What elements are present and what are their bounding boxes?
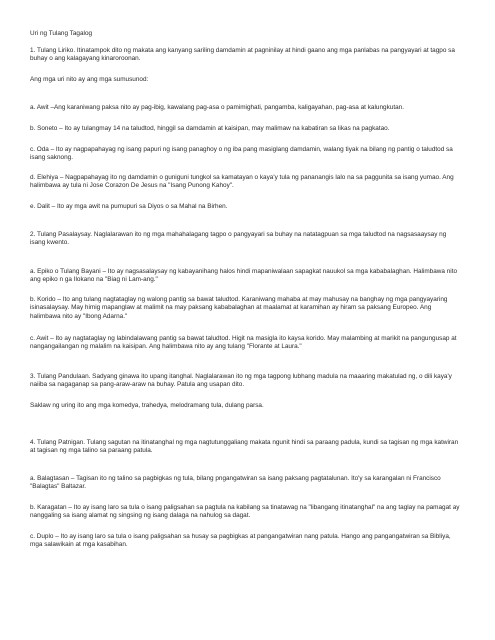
paragraph-tulang-pasalaysay: 2. Tulang Pasalaysay. Naglalarawan ito ng mga mahahalagang tagpo o pangyayari sa buhay na natatagpuan sa mga taludtod na nagsasaaysay ng isang kwento. [30,231,447,247]
paragraph-saklaw: Saklaw ng uring ito ang mga komedya, trahedya, melodramang tula, dulang parsa. [30,402,264,409]
paragraph-balagtasan: a. Balagtasan – Tagisan ito ng talino sa pagbigkas ng tula, bilang pngangatwiran sa isang paksang pagtatalunan. Ito'y sa karangalan ni Francisco "Balagtas" Baltazar. [30,475,441,491]
paragraph-dalit: e. Dalit – Ito ay mga awit na pumupuri sa Diyos o sa Mahal na Birhen. [30,203,228,210]
paragraph-oda: c. Oda – Ito ay nagpapahayag ng isang papuri ng isang panaghoy o ng iba pang masiglang damdamin, walang tiyak na bilang ng pantig o taludtod sa isang saknong. [30,146,453,162]
document-title: Uri ng Tulang Tagalog [30,30,93,37]
paragraph-tulang-patnigan: 4. Tulang Patnigan. Tulang sagutan na itinatanghal ng mga nagtutunggaliang makata ngunit hindi sa paraang padula, kundi sa tagisan ng mga katwiran at tagisan ng mga talino sa paraang patula. [30,439,459,455]
paragraph-tulang-liriko: 1. Tulang Liriko. Itinatampok dito ng makata ang kanyang sariling damdamin at pagninilay at hindi gaano ang mga panlabas na pangyayari at tagpo sa buhay o ang kalagayang kinaroroonan. [30,47,455,63]
paragraph-duplo: c. Duplo – Ito ay isang laro sa tula o isang paligsahan sa husay sa pagbigkas at pangangatwiran nang patula. Hango ang pangangatwiran sa Bibliya, mga salawikain at mga kasabihan. [30,533,451,549]
paragraph-epiko: a. Epiko o Tulang Bayani – Ito ay nagsasalaysay ng kabayanihang halos hindi mapaniwalaan sapagkat nauukol sa mga kababalaghan. Halimbawa nito ang epiko n ga Ilokano na "Biag ni Lam-ang." [30,268,458,284]
paragraph-mga-uri: Ang mga uri nito ay ang mga sumusunod: [30,76,149,83]
paragraph-awit-pasalaysay: c. Awit – Ito ay nagtataglay ng labindalawang pantig sa bawat taludtod. Higit na masigla ito kaysa korido. May malambing at marikit na pangungusap at nangangailangan ng malalim na kaisipan. Ang halimbawa nito ay ang tulang "Florante at Laura." [30,335,457,351]
paragraph-tulang-pandulaan: 3. Tulang Pandulaan. Sadyang ginawa ito upang itanghal. Naglalarawan ito ng mga tagpong lubhang madula na maaaring makatulad ng, o dili kaya'y naiiba sa nagaganap sa pang-araw-araw na buhay. Patula ang usapan dito. [30,373,452,389]
paragraph-elehiya: d. Elehiya – Nagpapahayag ito ng damdamin o guniguni tungkol sa kamatayan o kaya'y tula ng pananangis lalo na sa paggunita sa isang yumao. Ang halimbawa ay tula ni Jose Corazon De Jesus na "Isang Punong Kahoy". [30,174,454,190]
paragraph-soneto: b. Soneto – Ito ay tulangmay 14 na taludtod, hinggil sa damdamin at kaisipan, may malimaw na kabatiran sa likas na pagkatao. [30,125,390,132]
paragraph-awit: a. Awit –Ang karaniwang paksa nito ay pag-ibig, kawalang pag-asa o pamimighati, pangamba, kaligayahan, pag-asa at kalungkutan. [30,104,404,111]
paragraph-karagatan: b. Karagatan – Ito ay isang laro sa tula o isang paligsahan sa pagtula na kabilang sa tinatawag na "libangang itinatanghal" na ang taglay na pamagat ay nanggaling sa isang alamat ng singsing ng isang dalaga na nahulog sa dagat. [30,504,460,520]
paragraph-korido: b. Korido – Ito ang tulang nagtataglay ng walong pantig sa bawat taludtod. Karaniwang mahaba at may mahusay na banghay ng mga pangyayaring isinasalaysay. May himig mapanglaw at malimit na may paksang kababalaghan at maalamat at karamihan ay hiram sa paksang Europeo. Ang halimbawa nito ay "Ibong Adarna." [30,296,448,320]
